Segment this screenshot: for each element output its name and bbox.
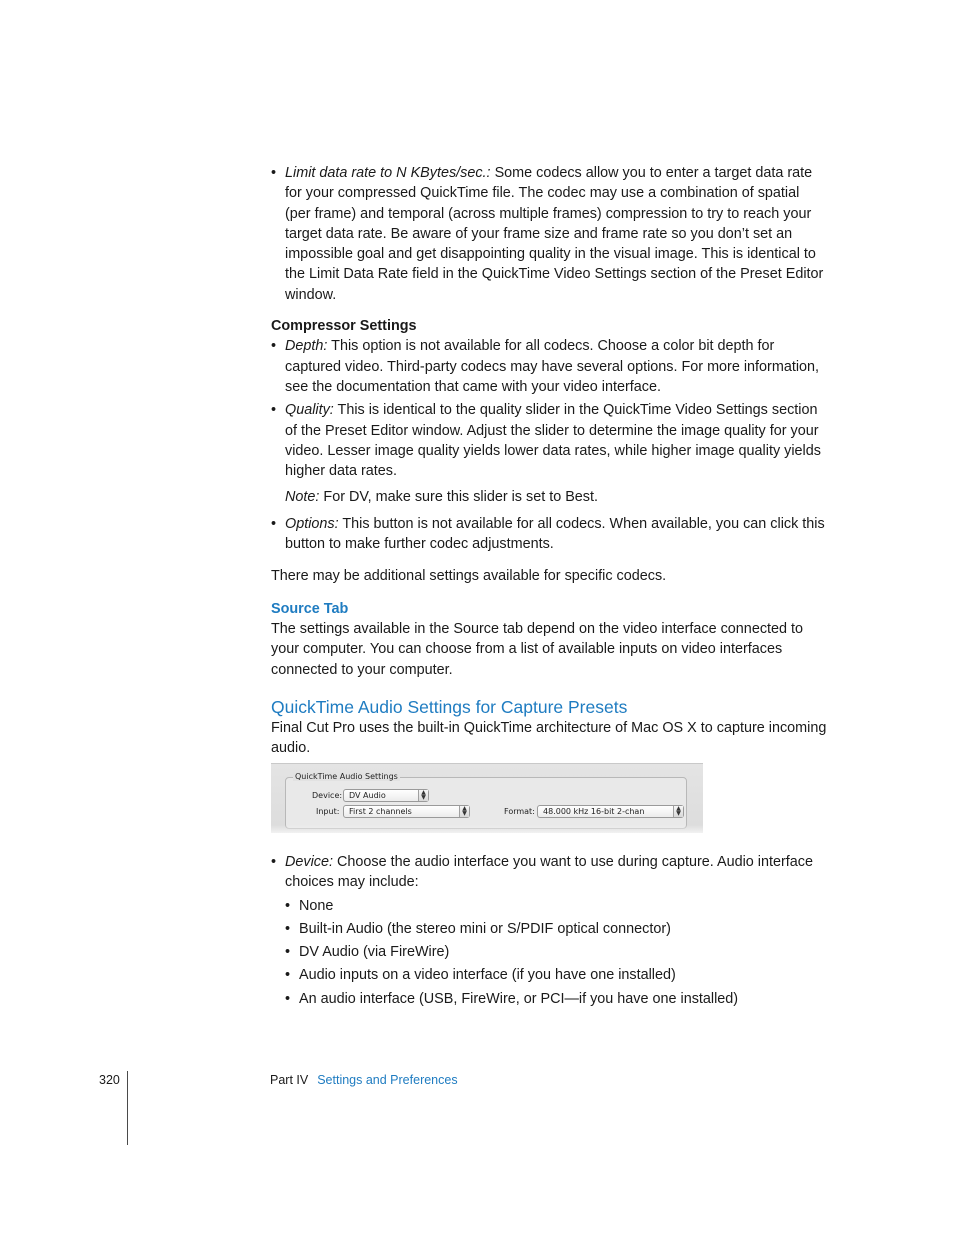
device-section: [271, 852, 827, 1009]
term-limit-data-rate: Limit data rate to N KBytes/sec.:: [285, 165, 491, 181]
audio-settings-legend: QuickTime Audio Settings: [295, 772, 398, 781]
bullet-dot: •: [271, 165, 277, 181]
bullet-quality: [271, 400, 827, 481]
bullet-dot: •: [285, 967, 291, 984]
term-device: Device:: [285, 854, 333, 870]
page-body: [271, 163, 827, 758]
device-choice: [271, 919, 827, 939]
note-term: Note:: [285, 489, 320, 506]
bullet-dot: •: [285, 920, 291, 937]
compressor-settings-heading: Compressor Settings: [271, 318, 417, 335]
bullet-limit-data-rate: [271, 163, 827, 305]
device-popup[interactable]: [343, 789, 429, 802]
input-popup[interactable]: [343, 805, 470, 818]
footer-divider: [127, 1071, 128, 1145]
format-popup-value: 48.000 kHz 16-bit 2-chan: [543, 807, 645, 816]
device-choice-text: None: [299, 897, 334, 914]
device-choice-text: DV Audio (via FireWire): [299, 944, 450, 961]
footer-section-link[interactable]: Settings and Preferences: [317, 1073, 458, 1087]
bullet-depth: [271, 336, 827, 397]
text-depth: This option is not available for all codecs. Choose a color bit depth for captured video. Third-party codecs may have several options. For more information, see the documentation that came with your video interface.: [285, 338, 820, 395]
device-choice: [271, 896, 827, 916]
note-text: For DV, make sure this slider is set to Best.: [323, 489, 598, 506]
bullet-dot: •: [271, 338, 277, 355]
device-choice: [271, 965, 827, 985]
source-tab-text: The settings available in the Source tab depend on the video interface connected to your computer. You can choose from a list of available inputs on video interfaces connected to your computer.: [271, 620, 804, 678]
note-paragraph: [271, 487, 827, 507]
audio-settings-group: [285, 777, 687, 829]
screenshot-fade: [271, 825, 703, 833]
device-choice-text: Built-in Audio (the stereo mini or S/PDIF optical connector): [299, 920, 671, 937]
bullet-dot: •: [271, 402, 277, 419]
device-choice-text: Audio inputs on a video interface (if you have one installed): [299, 967, 676, 984]
device-label: Device:: [312, 791, 343, 800]
quicktime-audio-settings-screenshot: [271, 763, 703, 833]
term-options: Options:: [285, 515, 339, 532]
popup-arrows-icon: ▲ ▼: [673, 806, 683, 817]
device-choice: [271, 989, 827, 1009]
source-tab-heading: Source Tab: [271, 600, 349, 617]
device-choice: [271, 942, 827, 962]
page-number: 320: [99, 1073, 120, 1087]
audio-section-intro: Final Cut Pro uses the built-in QuickTime architecture of Mac OS X to capture incoming audio.: [271, 719, 827, 757]
format-label: Format:: [504, 807, 535, 816]
additional-settings-text: There may be additional settings available for specific codecs.: [271, 568, 667, 585]
input-popup-value: First 2 channels: [349, 807, 412, 816]
input-label: Input:: [316, 807, 340, 816]
bullet-dot: •: [285, 897, 291, 914]
footer-part-label: Part IV: [270, 1073, 309, 1087]
popup-arrows-icon: ▲ ▼: [418, 790, 428, 801]
bullet-options: [271, 514, 827, 555]
bullet-dot: •: [271, 515, 277, 532]
format-popup[interactable]: [537, 805, 684, 818]
term-depth: Depth:: [285, 338, 328, 355]
text-device: Choose the audio interface you want to use during capture. Audio interface choices may include:: [285, 854, 814, 891]
bullet-dot: •: [285, 944, 291, 961]
text-limit-data-rate: Some codecs allow you to enter a target data rate for your compressed QuickTime file. The codec may use a combination of spatial (per frame) and temporal (across multiple frames) compression to try to reach your target data rate. Be aware of your frame size and frame rate so you don’t set an impossible goal and get disappointing quality in the visual image. This is identical to the Limit Data Rate field in the QuickTime Video Settings section of the Preset Editor window.: [285, 165, 824, 303]
text-quality: This is identical to the quality slider in the QuickTime Video Settings section of the Preset Editor window. Adjust the slider to determine the image quality for your video. Lesser image quality yields lower data rates, while higher image quality yields higher data rates.: [285, 402, 821, 480]
bullet-dot: •: [285, 990, 291, 1007]
bullet-device: [271, 852, 827, 893]
footer-part: [270, 1073, 458, 1087]
device-choice-text: An audio interface (USB, FireWire, or PCI—if you have one installed): [299, 990, 739, 1007]
popup-arrows-icon: ▲ ▼: [459, 806, 469, 817]
audio-section-title: QuickTime Audio Settings for Capture Presets: [271, 696, 628, 717]
term-quality: Quality:: [285, 402, 334, 419]
device-popup-value: DV Audio: [349, 791, 386, 800]
bullet-dot: •: [271, 854, 277, 870]
text-options: This button is not available for all codecs. When available, you can click this button to make further codec adjustments.: [285, 515, 825, 553]
